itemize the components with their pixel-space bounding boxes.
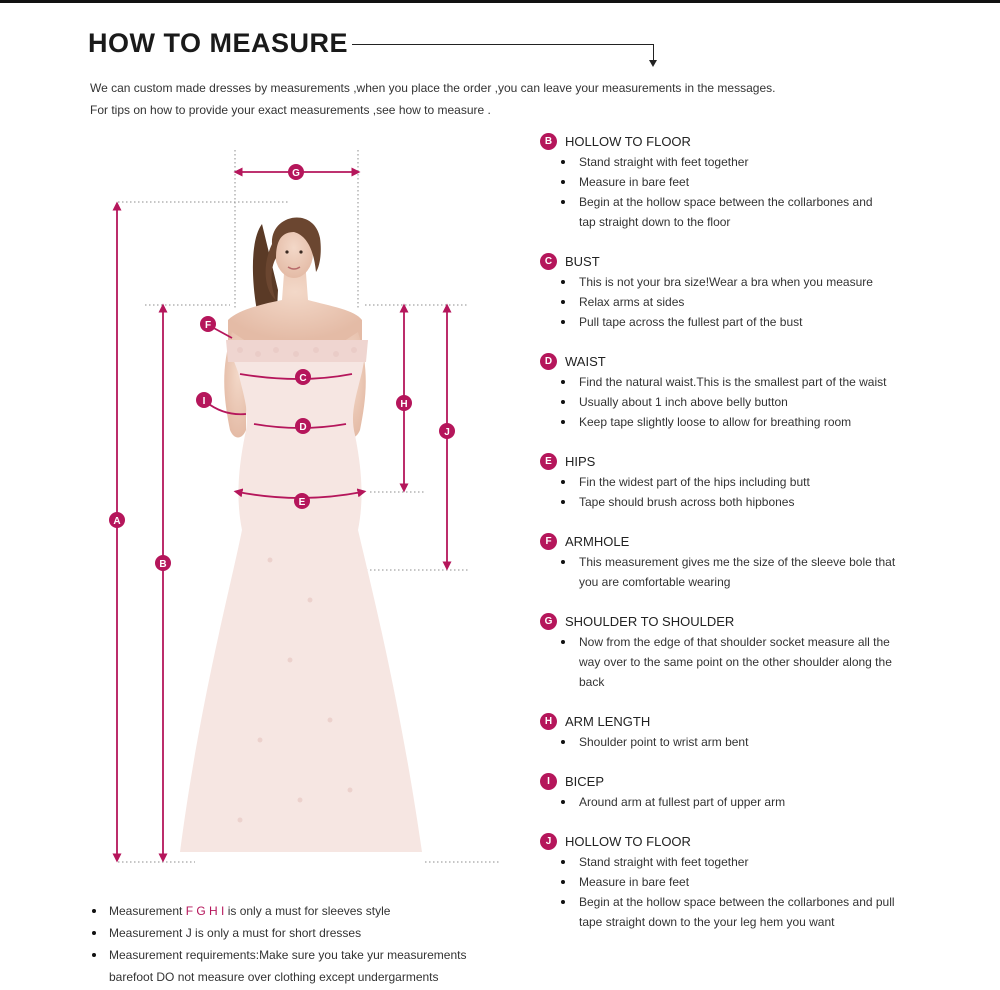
section-hips bbox=[540, 450, 920, 512]
list-item: Stand straight with feet together bbox=[560, 852, 920, 872]
badge-h: H bbox=[540, 713, 557, 730]
marker-g bbox=[288, 164, 304, 180]
badge-c: C bbox=[540, 253, 557, 270]
section-title: BICEP bbox=[565, 773, 605, 789]
list-item: Tape should brush across both hipbones bbox=[560, 492, 920, 512]
section-bicep bbox=[540, 770, 920, 812]
section-arm-length bbox=[540, 710, 920, 752]
section-title: HIPS bbox=[565, 453, 596, 469]
section-hollow-to-floor-b bbox=[540, 130, 920, 232]
note-short-dresses: Measurement J is only a must for short dresses bbox=[90, 922, 510, 944]
section-title: ARM LENGTH bbox=[565, 713, 651, 729]
list-item: Now from the edge of that shoulder socket measure all the bbox=[560, 632, 920, 652]
list-item: This measurement gives me the size of the sleeve bole that bbox=[560, 552, 920, 572]
svg-text:C: C bbox=[299, 373, 307, 384]
section-armhole bbox=[540, 530, 920, 592]
list-item: Fin the widest part of the hips including butt bbox=[560, 472, 920, 492]
measurement-diagram bbox=[100, 140, 520, 880]
list-item: Pull tape across the fullest part of the bust bbox=[560, 312, 920, 332]
badge-g: G bbox=[540, 613, 557, 630]
section-title: WAIST bbox=[565, 353, 606, 369]
list-item: tape straight down to the your leg hem you want bbox=[579, 915, 835, 929]
intro-text-line-2: For tips on how to provide your exact measurements ,see how to measure . bbox=[90, 103, 491, 117]
svg-text:H: H bbox=[400, 399, 408, 410]
dress bbox=[180, 340, 422, 852]
svg-text:E: E bbox=[298, 497, 306, 508]
section-shoulder-to-shoulder bbox=[540, 610, 920, 692]
list-item: you are comfortable wearing bbox=[579, 575, 731, 589]
badge-e: E bbox=[540, 453, 557, 470]
marker-h bbox=[396, 395, 412, 411]
list-item: Measure in bare feet bbox=[560, 872, 920, 892]
marker-e bbox=[294, 493, 310, 509]
list-item: Find the natural waist.This is the smallest part of the waist bbox=[560, 372, 920, 392]
badge-b: B bbox=[540, 133, 557, 150]
intro-text-line-1: We can custom made dresses by measurements ,when you place the order ,you can leave your measurements in the messages. bbox=[90, 81, 776, 95]
marker-j bbox=[439, 423, 455, 439]
marker-a bbox=[109, 512, 125, 528]
section-bust bbox=[540, 250, 920, 332]
list-item: Usually about 1 inch above belly button bbox=[560, 392, 920, 412]
list-item: tap straight down to the floor bbox=[579, 215, 731, 229]
list-item: Begin at the hollow space between the collarbones and bbox=[560, 192, 920, 212]
marker-b bbox=[155, 555, 171, 571]
marker-i bbox=[196, 392, 212, 408]
section-title: ARMHOLE bbox=[565, 533, 630, 549]
svg-text:G: G bbox=[292, 168, 300, 179]
list-item: Around arm at fullest part of upper arm bbox=[560, 792, 920, 812]
note-requirements: Measurement requirements:Make sure you take yur measurements barefoot DO not measure over clothing except undergarments bbox=[90, 944, 510, 988]
note-sleeves: Measurement F G H I is only a must for sleeves style bbox=[90, 900, 510, 922]
svg-text:F: F bbox=[204, 320, 212, 331]
svg-text:I: I bbox=[202, 396, 206, 407]
page-title: HOW TO MEASURE bbox=[88, 28, 349, 58]
section-hollow-to-floor-j bbox=[540, 830, 920, 932]
arrow-down-icon bbox=[649, 60, 657, 67]
title-connector-line bbox=[352, 44, 654, 45]
svg-text:B: B bbox=[159, 559, 167, 570]
marker-d bbox=[295, 418, 311, 434]
badge-d: D bbox=[540, 353, 557, 370]
section-title: HOLLOW TO FLOOR bbox=[565, 133, 691, 149]
badge-j: J bbox=[540, 833, 557, 850]
list-item: This is not your bra size!Wear a bra when you measure bbox=[560, 272, 920, 292]
marker-f bbox=[200, 316, 216, 332]
list-item: Relax arms at sides bbox=[560, 292, 920, 312]
svg-text:J: J bbox=[444, 427, 450, 438]
marker-c bbox=[295, 369, 311, 385]
list-item: Keep tape slightly loose to allow for breathing room bbox=[560, 412, 920, 432]
badge-f: F bbox=[540, 533, 557, 550]
section-title: BUST bbox=[565, 253, 600, 269]
list-item: back bbox=[579, 675, 605, 689]
measurement-notes bbox=[90, 900, 510, 988]
list-item: Shoulder point to wrist arm bent bbox=[560, 732, 920, 752]
top-border bbox=[0, 0, 1000, 3]
section-title: HOLLOW TO FLOOR bbox=[565, 833, 691, 849]
list-item: Measure in bare feet bbox=[560, 172, 920, 192]
list-item: Begin at the hollow space between the collarbones and pull bbox=[560, 892, 920, 912]
list-item: way over to the same point on the other shoulder along the bbox=[579, 655, 892, 669]
badge-i: I bbox=[540, 773, 557, 790]
list-item: Stand straight with feet together bbox=[560, 152, 920, 172]
section-title: SHOULDER TO SHOULDER bbox=[565, 613, 735, 629]
svg-text:A: A bbox=[113, 516, 121, 527]
svg-text:D: D bbox=[299, 422, 307, 433]
section-waist bbox=[540, 350, 920, 432]
